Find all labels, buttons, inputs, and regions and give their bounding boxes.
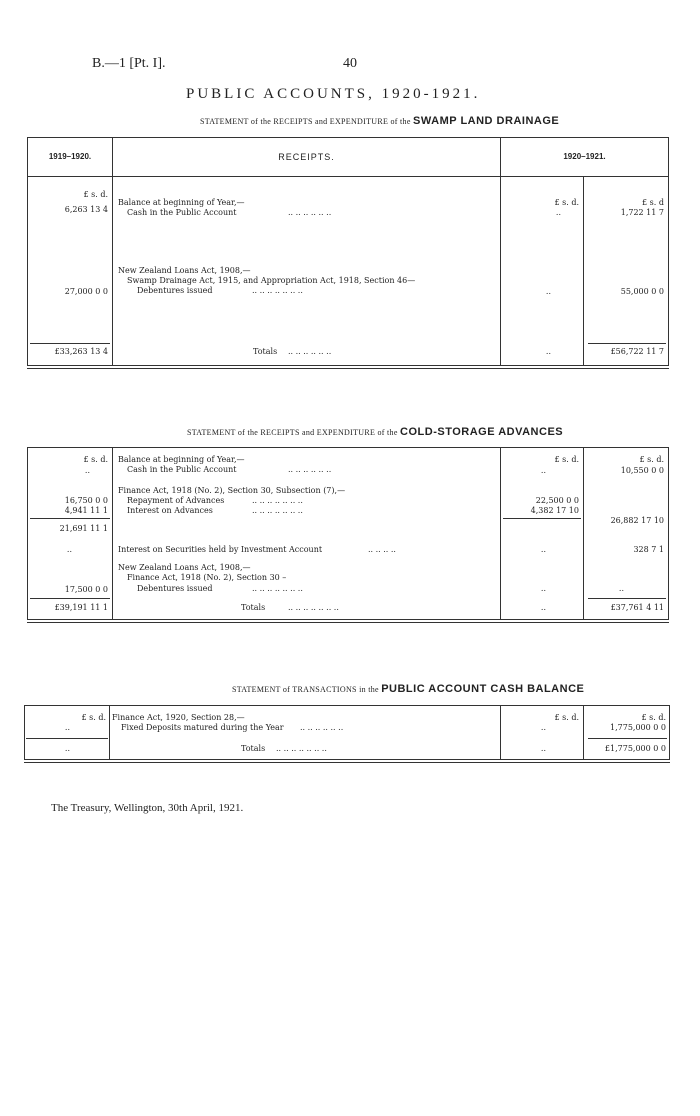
cold-securities-mid: .. [540,545,546,554]
cash-total-1920: £1,775,000 0 0 [604,744,666,753]
leader-dots: .. .. .. .. .. .. [300,723,344,732]
leader-dots: .. .. .. .. .. .. .. [252,584,303,593]
leader-dots: .. .. .. .. [368,545,396,554]
leader-dots: .. .. .. .. .. .. .. [276,744,327,753]
cold-heading-prefix: STATEMENT of the RECEIPTS and EXPENDITURE of the [187,428,398,437]
page-title: PUBLIC ACCOUNTS, 1920-1921. [186,86,481,102]
cold-repayment-mid: 22,500 0 0 [535,496,579,505]
swamp-cash-1920: 1,722 11 7 [620,208,664,217]
swamp-heading-prefix: STATEMENT of the RECEIPTS and EXPENDITURE of the [200,117,411,126]
cold-balance-label: Balance at beginning of Year,— [118,455,245,464]
cold-total-1919: £39,191 11 1 [54,603,108,612]
leader-dots: .. .. .. .. .. .. [288,208,332,217]
cold-cash-1920: 10,550 0 0 [620,466,664,475]
col-header-1919: 1919–1920. [48,152,92,161]
cash-total-1919: .. [64,744,70,753]
cold-total-1920: £37,761 4 11 [610,603,664,612]
cold-securities-label: Interest on Securities held by Investment Account [118,545,323,554]
cold-heading-title: COLD-STORAGE ADVANCES [400,426,564,438]
cash-heading [232,683,584,695]
cold-finance-label: Finance Act, 1918 (No. 2), Section 30, Subsection (7),— [118,486,346,495]
cold-subtotal-1919: 21,691 11 1 [59,524,108,533]
pound-heading-left: £ s. d. [81,713,106,722]
swamp-cash-mid: .. [555,208,561,217]
leader-dots: .. .. .. .. .. .. .. [252,496,303,505]
cash-heading-title: PUBLIC ACCOUNT CASH BALANCE [381,683,585,695]
swamp-heading [200,115,559,127]
swamp-cash-label: Cash in the Public Account [127,208,237,217]
cold-loans-label: New Zealand Loans Act, 1908,— [118,563,251,572]
pound-heading-left: £ s. d. [83,455,108,464]
pound-heading-mid: £ s. d. [554,713,579,722]
leader-dots: .. .. .. .. .. .. .. [252,506,303,515]
cold-repayment-label: Repayment of Advances [127,496,225,505]
swamp-heading-title: SWAMP LAND DRAINAGE [413,115,560,127]
cold-balance-1919: .. [84,466,90,475]
cold-subtotal-1920: 26,882 17 10 [610,516,664,525]
pound-heading-mid: £ s. d. [554,455,579,464]
cold-debentures-1920: .. [618,584,624,593]
swamp-loans-mid: .. [545,287,551,296]
cold-securities-1919: .. [66,545,72,554]
cash-deposits-label: Fixed Deposits matured during the Year [121,723,284,732]
cold-totals-label: Totals [241,603,266,612]
col-header-1920: 1920–1921. [563,152,606,161]
leader-dots: .. .. .. .. .. .. [288,465,332,474]
pound-heading-mid: £ s. d. [554,198,579,207]
pound-heading-left: £ s. d. [83,190,108,199]
cold-interest-1919: 4,941 11 1 [64,506,108,515]
cold-interest-label: Interest on Advances [127,506,213,515]
cold-cash-label: Cash in the Public Account [127,465,237,474]
swamp-total-1919: £33,263 13 4 [54,347,108,356]
cash-total-mid: .. [540,744,546,753]
swamp-loans-label: New Zealand Loans Act, 1908,— [118,266,251,275]
col-header-receipts: RECEIPTS. [278,152,335,162]
swamp-balance-label: Balance at beginning of Year,— [118,198,245,207]
cold-heading [187,426,563,438]
document-reference: B.—1 [Pt. I]. [92,56,166,71]
footer-signature: The Treasury, Wellington, 30th April, 1921. [51,802,244,814]
pound-heading-right: £ s. d. [641,713,666,722]
swamp-debentures-label: Debentures issued [137,286,213,295]
cold-debentures-label: Debentures issued [137,584,213,593]
cash-deposits-1920: 1,775,000 0 0 [610,723,666,732]
page-number: 40 [343,56,357,71]
cold-repayment-1919: 16,750 0 0 [64,496,108,505]
cash-totals-label: Totals [241,744,266,753]
leader-dots: .. .. .. .. .. .. [288,347,332,356]
cold-cash-mid: .. [540,466,546,475]
cold-debentures-1919: 17,500 0 0 [64,585,108,594]
swamp-balance-1919: 6,263 13 4 [64,205,108,214]
swamp-loans-1920: 55,000 0 0 [620,287,664,296]
pound-heading-right: £ s. d. [639,455,664,464]
cold-interest-mid: 4,382 17 10 [530,506,579,515]
swamp-totals-label: Totals [253,347,278,356]
cash-deposits-1919: .. [64,723,70,732]
pound-heading-right: £ s. d [642,198,664,207]
swamp-drainage-label: Swamp Drainage Act, 1915, and Appropriation Act, 1918, Section 46— [127,276,416,285]
cold-securities-1920: 328 7 1 [633,545,664,554]
leader-dots: .. .. .. .. .. .. .. [288,603,339,612]
cold-total-mid: .. [540,603,546,612]
cash-heading-prefix: STATEMENT of TRANSACTIONS in the [232,685,379,694]
cold-debentures-mid: .. [540,584,546,593]
leader-dots: .. .. .. .. .. .. .. [252,286,303,295]
swamp-total-mid: .. [545,347,551,356]
cold-finance-section-label: Finance Act, 1918 (No. 2), Section 30 – [127,573,287,582]
cash-deposits-mid: .. [540,723,546,732]
cash-finance-label: Finance Act, 1920, Section 28,— [112,713,245,722]
swamp-total-1920: £56,722 11 7 [610,347,664,356]
swamp-loans-1919: 27,000 0 0 [64,287,108,296]
